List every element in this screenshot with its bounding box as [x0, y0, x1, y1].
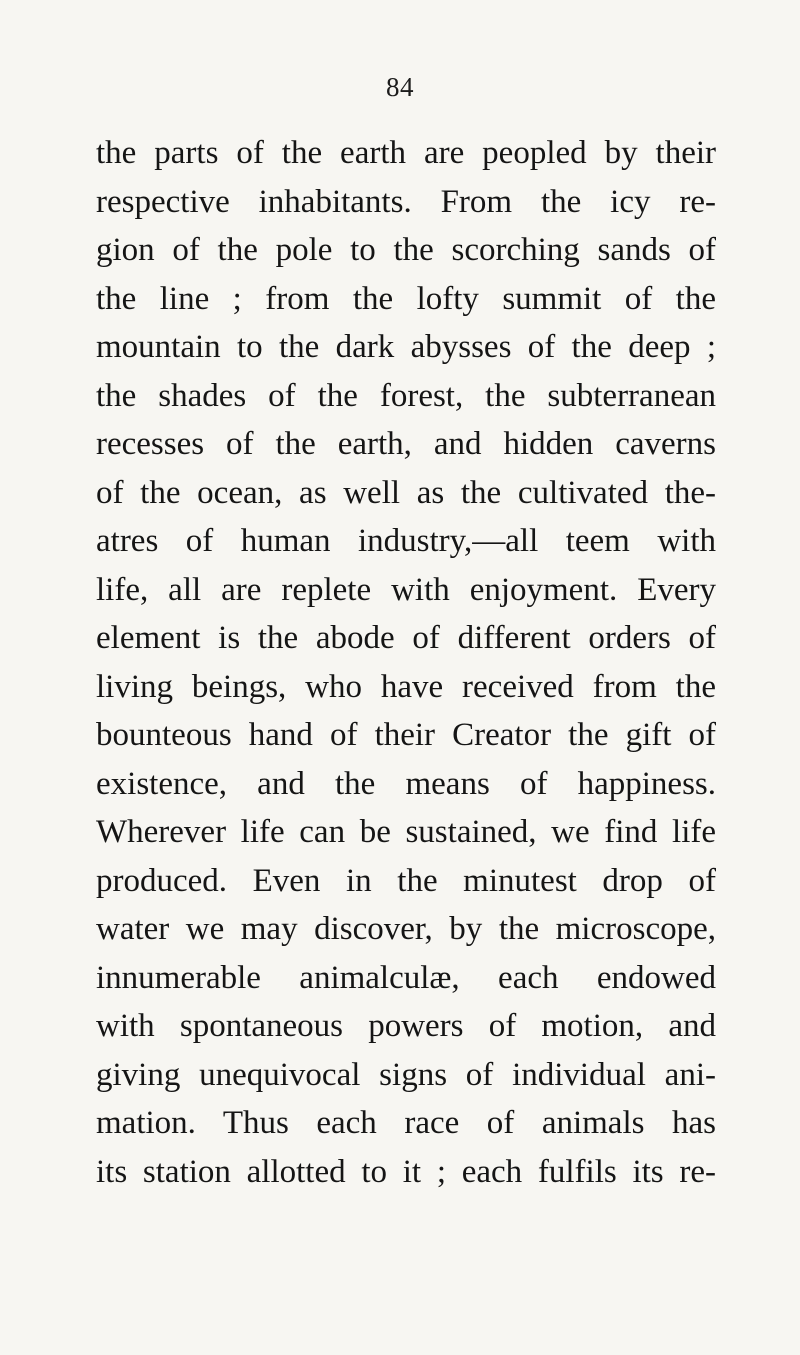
text-line: of the ocean, as well as the cultivated the-	[96, 474, 716, 511]
text-line: mountain to the dark abysses of the deep ;	[96, 329, 716, 365]
text-line: with spontaneous powers of motion, and	[96, 1008, 716, 1044]
page-number: 84	[386, 72, 414, 102]
body-text	[96, 129, 716, 1196]
text-line: mation. Thus each race of animals has	[96, 1105, 716, 1141]
text-line: the shades of the forest, the subterranean	[96, 377, 716, 414]
text-line: bounteous hand of their Creator the gift of	[96, 717, 716, 753]
text-line: water we may discover, by the microscope,	[96, 911, 716, 947]
text-line: the line ; from the lofty summit of the	[96, 280, 716, 317]
text-line: living beings, who have received from the	[96, 668, 716, 705]
text-line: gion of the pole to the scorching sands of	[96, 232, 716, 268]
text-line: its station allotted to it ; each fulfils its re-	[96, 1153, 716, 1190]
text-line: innumerable animalculæ, each endowed	[96, 959, 716, 996]
text-line: produced. Even in the minutest drop of	[96, 862, 716, 899]
text-line: life, all are replete with enjoyment. Every	[96, 571, 716, 608]
text-line: atres of human industry,—all teem with	[96, 523, 716, 559]
text-line: recesses of the earth, and hidden caverns	[96, 426, 716, 462]
text-line: respective inhabitants. From the icy re-	[96, 183, 716, 220]
text-line: the parts of the earth are peopled by their	[96, 135, 716, 171]
text-line: existence, and the means of happiness.	[96, 765, 716, 802]
text-line: element is the abode of different orders of	[96, 620, 716, 656]
text-line: giving unequivocal signs of individual ani-	[96, 1056, 716, 1093]
text-line: Wherever life can be sustained, we find life	[96, 814, 716, 850]
